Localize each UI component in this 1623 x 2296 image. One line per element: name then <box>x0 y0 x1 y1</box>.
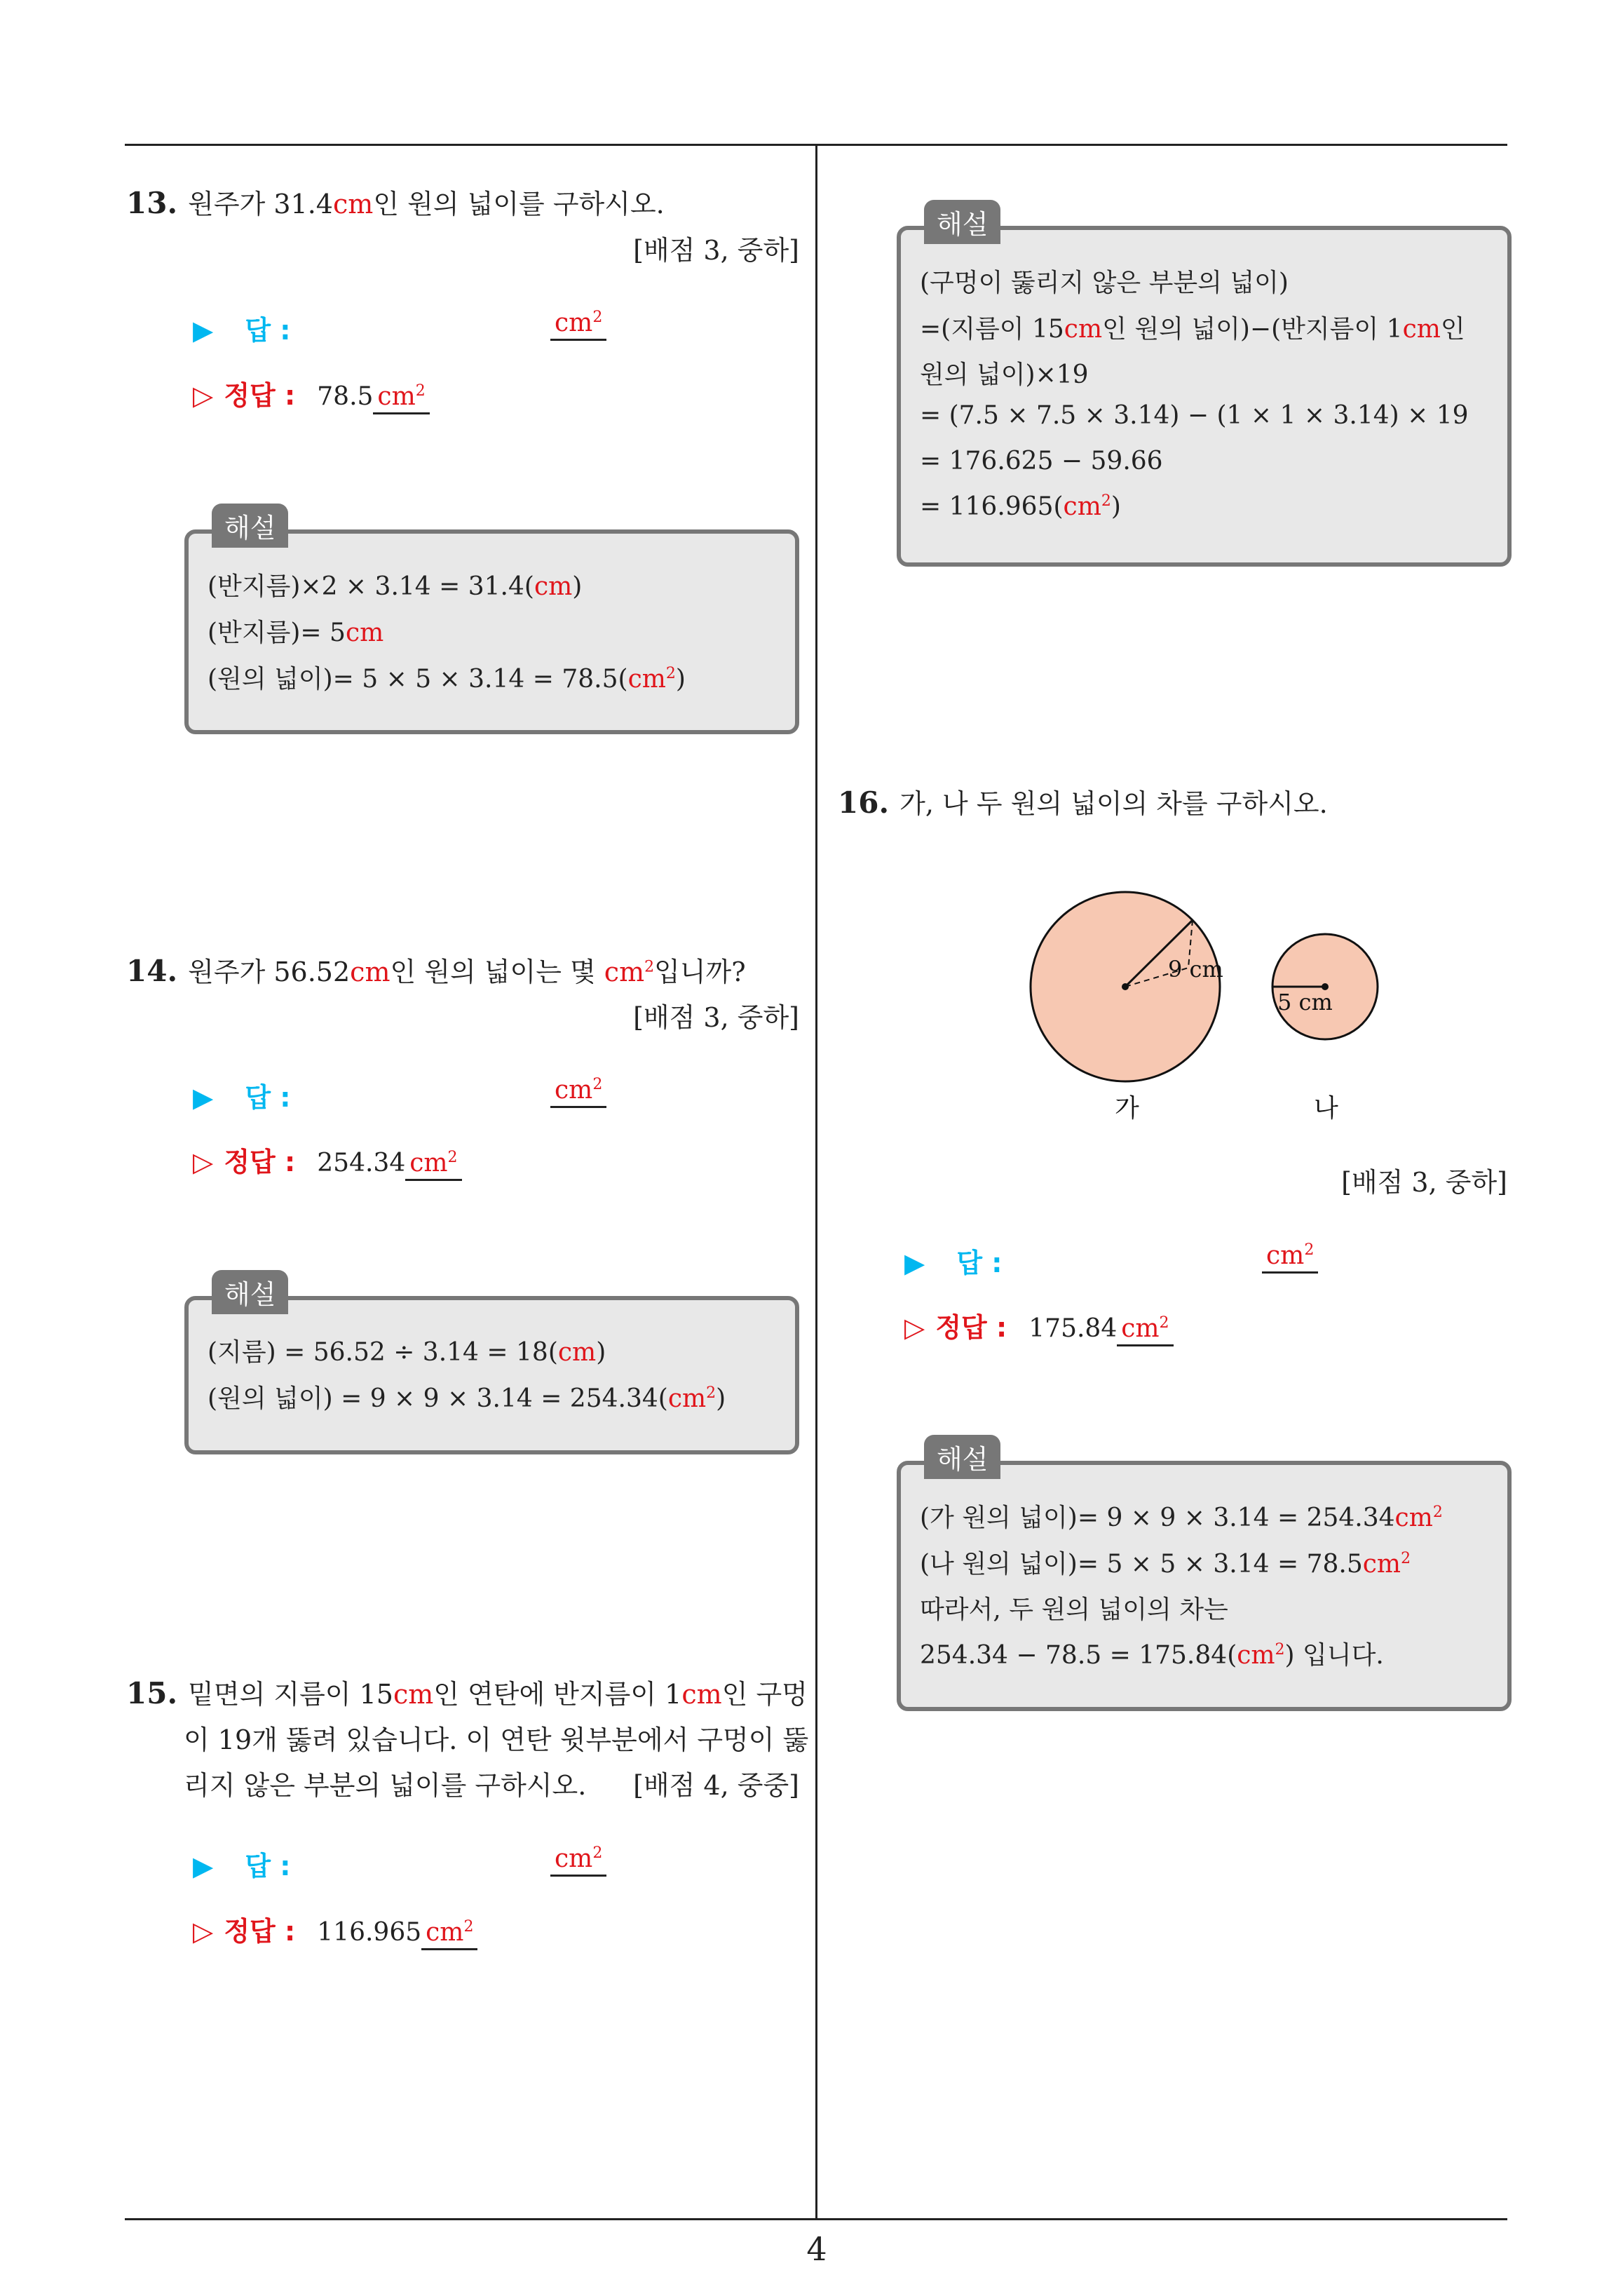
correct-label: 정답 : <box>224 380 296 411</box>
radius-label-ga: 9 cm <box>1168 956 1223 982</box>
correct-row-14 <box>193 1140 613 1179</box>
explanation-line: (지름) = 56.52 ÷ 3.14 = 18(cm) <box>208 1338 606 1367</box>
answer-row-14[interactable] <box>193 1076 613 1114</box>
explanation-line: (원의 넓이)= $5 \times 5 \times 3.14 = 78.5(cm^2)$ <box>208 665 686 694</box>
circles-figure <box>1010 877 1402 1129</box>
correct-label: 정답 : <box>224 1147 296 1177</box>
bottom-rule <box>125 2218 1507 2220</box>
question-text: 가, 나 두 원의 넓이의 차를 구하시오. <box>899 788 1328 819</box>
question-14 <box>126 950 799 989</box>
question-text: 밑면의 지름이 15cm인 연탄에 반지름이 1cm인 구멍 <box>188 1679 808 1710</box>
correct-value: 175.84 <box>1028 1314 1118 1343</box>
question-text-line: 리지 않은 부분의 넓이를 구하시오. <box>184 1770 587 1801</box>
play-icon: ▶ <box>193 1851 214 1882</box>
correct-unit: $cm^2$ <box>373 382 429 414</box>
play-icon: ▶ <box>193 1082 214 1113</box>
correct-value: 116.965 <box>317 1918 422 1947</box>
label-na: 나 <box>1314 1094 1338 1123</box>
page-number: 4 <box>806 2230 827 2268</box>
answer-label: 답 : <box>245 1851 291 1882</box>
explanation-line: =(지름이 15cm인 원의 넓이)−(반지름이 1cm인 <box>920 315 1465 344</box>
question-text-line: 이 19개 뚫려 있습니다. 이 연탄 윗부분에서 구멍이 뚫 <box>184 1724 809 1755</box>
explanation-line: = 176.625 − 59.66 <box>920 447 1163 475</box>
correct-row-15 <box>193 1910 613 1948</box>
correct-value: 254.34 <box>317 1149 406 1177</box>
question-16 <box>838 782 1504 821</box>
radius-label-na: 5 cm <box>1277 989 1333 1015</box>
answer-label: 답 : <box>245 315 291 346</box>
explanation-line: (구멍이 뚫리지 않은 부분의 넓이) <box>920 269 1289 297</box>
explanation-line: (가 원의 넓이)= $9 \times 9 \times 3.14 = 254.34cm^2$ <box>920 1504 1443 1532</box>
outline-play-icon: ▷ <box>193 380 214 411</box>
answer-label: 답 : <box>956 1248 1003 1278</box>
answer-row-16[interactable] <box>904 1241 1325 1280</box>
explanation-line: 따라서, 두 원의 넓이의 차는 <box>920 1595 1228 1624</box>
answer-unit: $cm^2$ <box>1262 1241 1318 1274</box>
answer-row-13[interactable] <box>193 309 613 347</box>
correct-row-13 <box>193 374 613 412</box>
explanation-line: = $116.965(cm^2)$ <box>920 492 1121 521</box>
column-divider <box>815 144 817 2220</box>
explanation-label: 해설 <box>212 1270 288 1314</box>
correct-label: 정답 : <box>224 1916 296 1947</box>
explanation-line: $254.34 - 78.5 = 175.84(cm^2)$ 입니다. <box>920 1641 1384 1670</box>
correct-value: 78.5 <box>317 382 374 411</box>
explanation-label: 해설 <box>212 504 288 548</box>
answer-label: 답 : <box>245 1082 291 1113</box>
question-number: 14. <box>126 954 178 988</box>
correct-unit: $cm^2$ <box>405 1149 461 1181</box>
answer-unit: $cm^2$ <box>550 1076 606 1108</box>
explanation-label: 해설 <box>924 1435 1000 1479</box>
question-number: 15. <box>126 1676 178 1710</box>
score-15: [배점 4, 중중] <box>633 1770 799 1801</box>
question-text: 원주가 31.4cm인 원의 넓이를 구하시오. <box>188 189 665 220</box>
outline-play-icon: ▷ <box>904 1312 925 1343</box>
explanation-line: (반지름)= 5cm <box>208 619 384 647</box>
answer-row-15[interactable] <box>193 1844 613 1883</box>
question-number: 13. <box>126 186 178 220</box>
explanation-line: = (7.5 × 7.5 × 3.14) − (1 × 1 × 3.14) × 19 <box>920 401 1469 430</box>
correct-label: 정답 : <box>935 1312 1007 1343</box>
label-ga: 가 <box>1115 1094 1139 1123</box>
score-16: [배점 3, 중하] <box>1341 1167 1507 1198</box>
score-14: [배점 3, 중하] <box>633 1002 799 1033</box>
explanation-line: (나 원의 넓이)= $5 \times 5 \times 3.14 = 78.5cm^2$ <box>920 1550 1411 1579</box>
question-text: 원주가 56.52cm인 원의 넓이는 몇 $cm^2$입니까? <box>188 957 746 987</box>
correct-row-16 <box>904 1306 1325 1344</box>
correct-unit: $cm^2$ <box>1117 1314 1173 1346</box>
explanation-line: 원의 넓이)×19 <box>920 360 1089 389</box>
correct-unit: $cm^2$ <box>421 1918 477 1950</box>
outline-play-icon: ▷ <box>193 1916 214 1947</box>
outline-play-icon: ▷ <box>193 1147 214 1177</box>
explanation-line: (반지름)×2 × 3.14 = 31.4(cm) <box>208 572 583 601</box>
question-15 <box>126 1673 813 1711</box>
answer-unit: $cm^2$ <box>550 1844 606 1877</box>
center-dot-ga <box>1122 983 1129 990</box>
explanation-line: (원의 넓이) = $9 \times 9 \times 3.14 = 254.34(cm^2)$ <box>208 1384 726 1413</box>
question-number: 16. <box>838 785 890 820</box>
play-icon: ▶ <box>904 1248 925 1278</box>
play-icon: ▶ <box>193 315 214 346</box>
score-13: [배점 3, 중하] <box>633 235 799 266</box>
explanation-box-14 <box>184 1296 799 1454</box>
explanation-label: 해설 <box>924 200 1000 244</box>
answer-unit: $cm^2$ <box>550 309 606 341</box>
question-13 <box>126 182 799 221</box>
